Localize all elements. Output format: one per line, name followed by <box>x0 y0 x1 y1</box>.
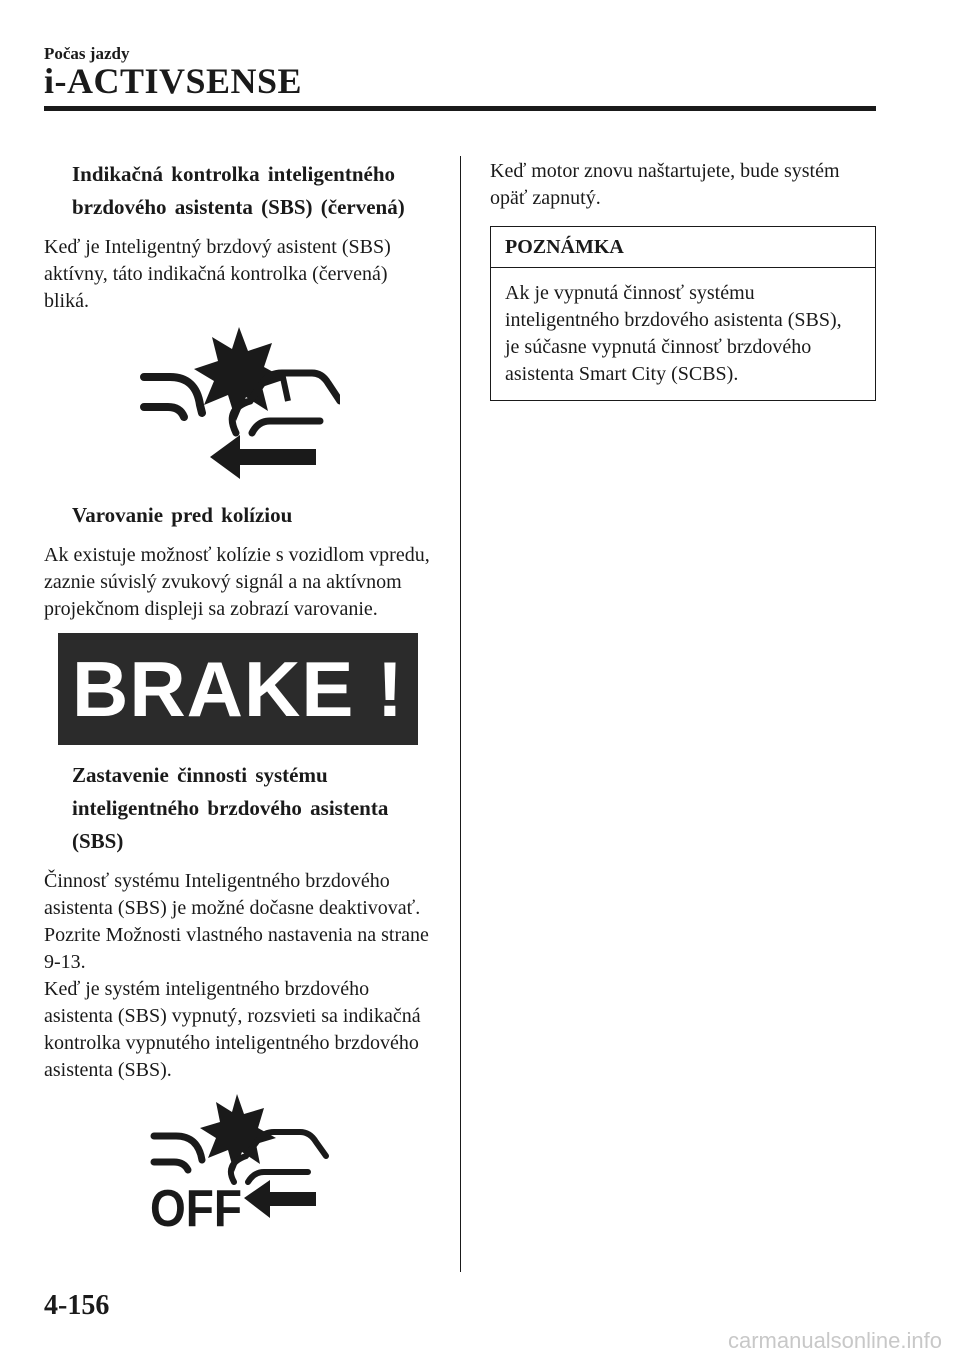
header-rule <box>44 106 876 111</box>
note-box <box>490 226 876 401</box>
stop-sbs-text-3: Keď je systém inteligentného brzdového asistenta (SBS) vypnutý, rozsvieti sa indikačná kontrolka vypnutého inteligentného brzdového asistenta (SBS). <box>44 978 421 1081</box>
smart-brake-support-off-icon <box>150 1094 330 1230</box>
column-divider <box>460 156 461 1272</box>
stop-sbs-heading-line-2: inteligentného brzdového asistenta <box>72 796 389 820</box>
sbs-indicator-heading-line-2: brzdového asistenta (SBS) (červená) <box>72 195 405 219</box>
off-icon-label: OFF <box>150 1180 242 1230</box>
page-number: 4-156 <box>44 1290 110 1321</box>
sbs-off-indicator-figure <box>44 1094 436 1234</box>
stop-sbs-text-1: Činnosť systému Inteligentného brzdového asistenta (SBS) je možné dočasne deaktivovať. <box>44 870 421 919</box>
sbs-indicator-text: Keď je Inteligentný brzdový asistent (SBS) aktívny, táto indikačná kontrolka (červená) bliká. <box>44 236 391 312</box>
brake-warning-display <box>58 633 418 745</box>
note-text: Ak je vypnutá činnosť systému inteligentného brzdového asistenta (SBS), je súčasne vypnutá činnosť brzdového asistenta Smart City (SCBS). <box>505 282 842 385</box>
sbs-indicator-figure <box>44 325 436 491</box>
stop-sbs-text-2: Pozrite Možnosti vlastného nastavenia na strane 9-13. <box>44 924 429 973</box>
right-column <box>490 158 876 401</box>
sbs-indicator-heading <box>72 158 436 224</box>
restart-text: Keď motor znovu naštartujete, bude systém opäť zapnutý. <box>490 160 840 209</box>
stop-sbs-heading-line-3: (SBS) <box>72 829 124 853</box>
brake-warning-text: BRAKE ! <box>72 644 404 733</box>
stop-sbs-text <box>44 868 436 1084</box>
note-title: POZNÁMKA <box>491 227 875 268</box>
breadcrumb: Počas jazdy <box>44 44 130 63</box>
watermark: carmanualsonline.info <box>727 1328 942 1353</box>
section-title: i-ACTIVSENSE <box>44 61 303 101</box>
stop-sbs-heading <box>72 759 436 858</box>
left-column <box>44 158 436 1234</box>
sbs-indicator-heading-line-1: Indikačná kontrolka inteligentného <box>72 162 396 186</box>
collision-warning-heading: Varovanie pred kolíziou <box>72 503 293 527</box>
smart-brake-support-icon <box>140 325 340 485</box>
collision-warning-text: Ak existuje možnosť kolízie s vozidlom vpredu, zaznie súvislý zvukový signál a na aktívnom projekčnom displeji sa zobrazí varovanie. <box>44 544 430 620</box>
stop-sbs-heading-line-1: Zastavenie činnosti systému <box>72 763 328 787</box>
